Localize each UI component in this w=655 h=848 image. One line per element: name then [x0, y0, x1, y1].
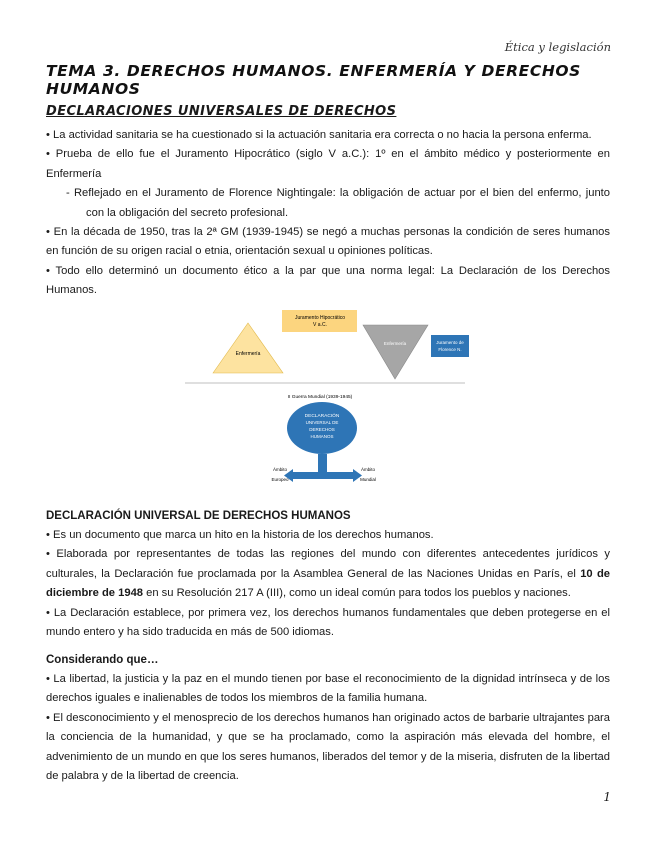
page-title: TEMA 3. DERECHOS HUMANOS. ENFERMERÍA Y DERECHOS HUMANOS: [46, 62, 581, 98]
paragraph-text: • Elaborada por representantes de todas las regiones del mundo con diferentes antecedentes jurídicos y culturales, la Declaración fue proclamada por la Asamblea General de las Naciones Unidas en París, el: [46, 548, 610, 580]
paragraph: • El desconocimiento y el menosprecio de los derechos humanos han originado actos de barbarie ultrajantes para la conciencia de la humanidad, y que se ha proclamado, como la aspiración más elevada del hombre, el advenimiento de un mundo en que los seres humanos, liberados del temor y de la miseria, disfruten de la libertad de palabra y de la libertad de creencia.: [46, 711, 610, 783]
paragraph: • La libertad, la justicia y la paz en el mundo tienen por base el reconocimiento de la dignidad intrínseca y de los derechos iguales e inalienables de todos los miembros de la familia humana.: [46, 673, 610, 705]
europe-label-1: Ámbito: [272, 467, 288, 472]
paragraph: • La actividad sanitaria se ha cuestionado si la actuación sanitaria era correcta o no hacia la persona enferma.: [46, 129, 592, 141]
war-label: II Guerra Mundial (1939-1945): [287, 395, 353, 400]
world-label-2: Mundial: [360, 477, 376, 482]
section2-body: [46, 526, 610, 642]
triangle-label: Enfermería: [235, 351, 261, 357]
circle-text-1: DECLARACIÓN: [304, 414, 340, 419]
section1-body: [46, 126, 610, 301]
juramento-label: Juramento Hipocrático: [294, 315, 346, 321]
enfermeria-inverted-triangle: [363, 325, 428, 379]
paragraph: • En la década de 1950, tras la 2ª GM (1939-1945) se negó a muchas personas la condición de seres humanos en función de su origen racial o etnia, orientación sexual u opiniones políticas.: [46, 226, 610, 258]
running-header: Ética y legislación: [504, 40, 611, 54]
paragraph-text: en su Resolución 217 A (III), como un ideal común para todos los pueblos y naciones.: [143, 587, 571, 600]
juramento-label-2: V a.C.: [313, 322, 327, 328]
section-heading-considerando: Considerando que…: [46, 654, 159, 666]
inv-triangle-label: Enfermería: [383, 341, 407, 346]
florence-label: Juramento de: [436, 340, 464, 345]
paragraph: • Prueba de ello fue el Juramento Hipocrático (siglo V a.C.): 1º en el ámbito médico y posteriormente en Enfermería: [46, 148, 610, 180]
world-label-1: Ámbito: [360, 467, 376, 472]
florence-label-2: Florence N.: [438, 347, 462, 352]
section-heading-dudh: DECLARACIÓN UNIVERSAL DE DERECHOS HUMANOS: [46, 510, 351, 522]
history-diagram: [180, 305, 470, 495]
circle-text-4: HUMANOS: [310, 434, 334, 439]
circle-text-3: DERECHOS: [309, 427, 335, 432]
circle-text-2: UNIVERSAL DE: [305, 420, 339, 425]
page-number: 1: [603, 790, 611, 804]
section3-body: [46, 670, 610, 786]
juramento-hipocratico-box: [282, 310, 357, 332]
section-heading-declaraciones: DECLARACIONES UNIVERSALES DE DERECHOS: [46, 104, 397, 119]
enfermeria-triangle: [213, 323, 283, 373]
europe-label-2: Europeo: [271, 477, 289, 482]
paragraph: [46, 545, 610, 603]
paragraph: • Todo ello determinó un documento ético a la par que una norma legal: La Declaración de los Derechos Humanos.: [46, 264, 610, 297]
paragraph: • Es un documento que marca un hito en la historia de los derechos humanos.: [46, 529, 434, 541]
paragraph: • La Declaración establece, por primera vez, los derechos humanos fundamentales que deben protegerse en el mundo entero y ha sido traducida en más de 500 idiomas.: [46, 606, 610, 639]
proclamation-date: 10 de diciembre de 1948: [46, 567, 611, 600]
arrow-bar: [292, 472, 354, 479]
sub-paragraph: - Reflejado en el Juramento de Florence Nightingale: la obligación de actuar por el bien del enfermo, junto con la obligación del secreto profesional.: [66, 187, 610, 219]
florence-box: [431, 335, 469, 357]
